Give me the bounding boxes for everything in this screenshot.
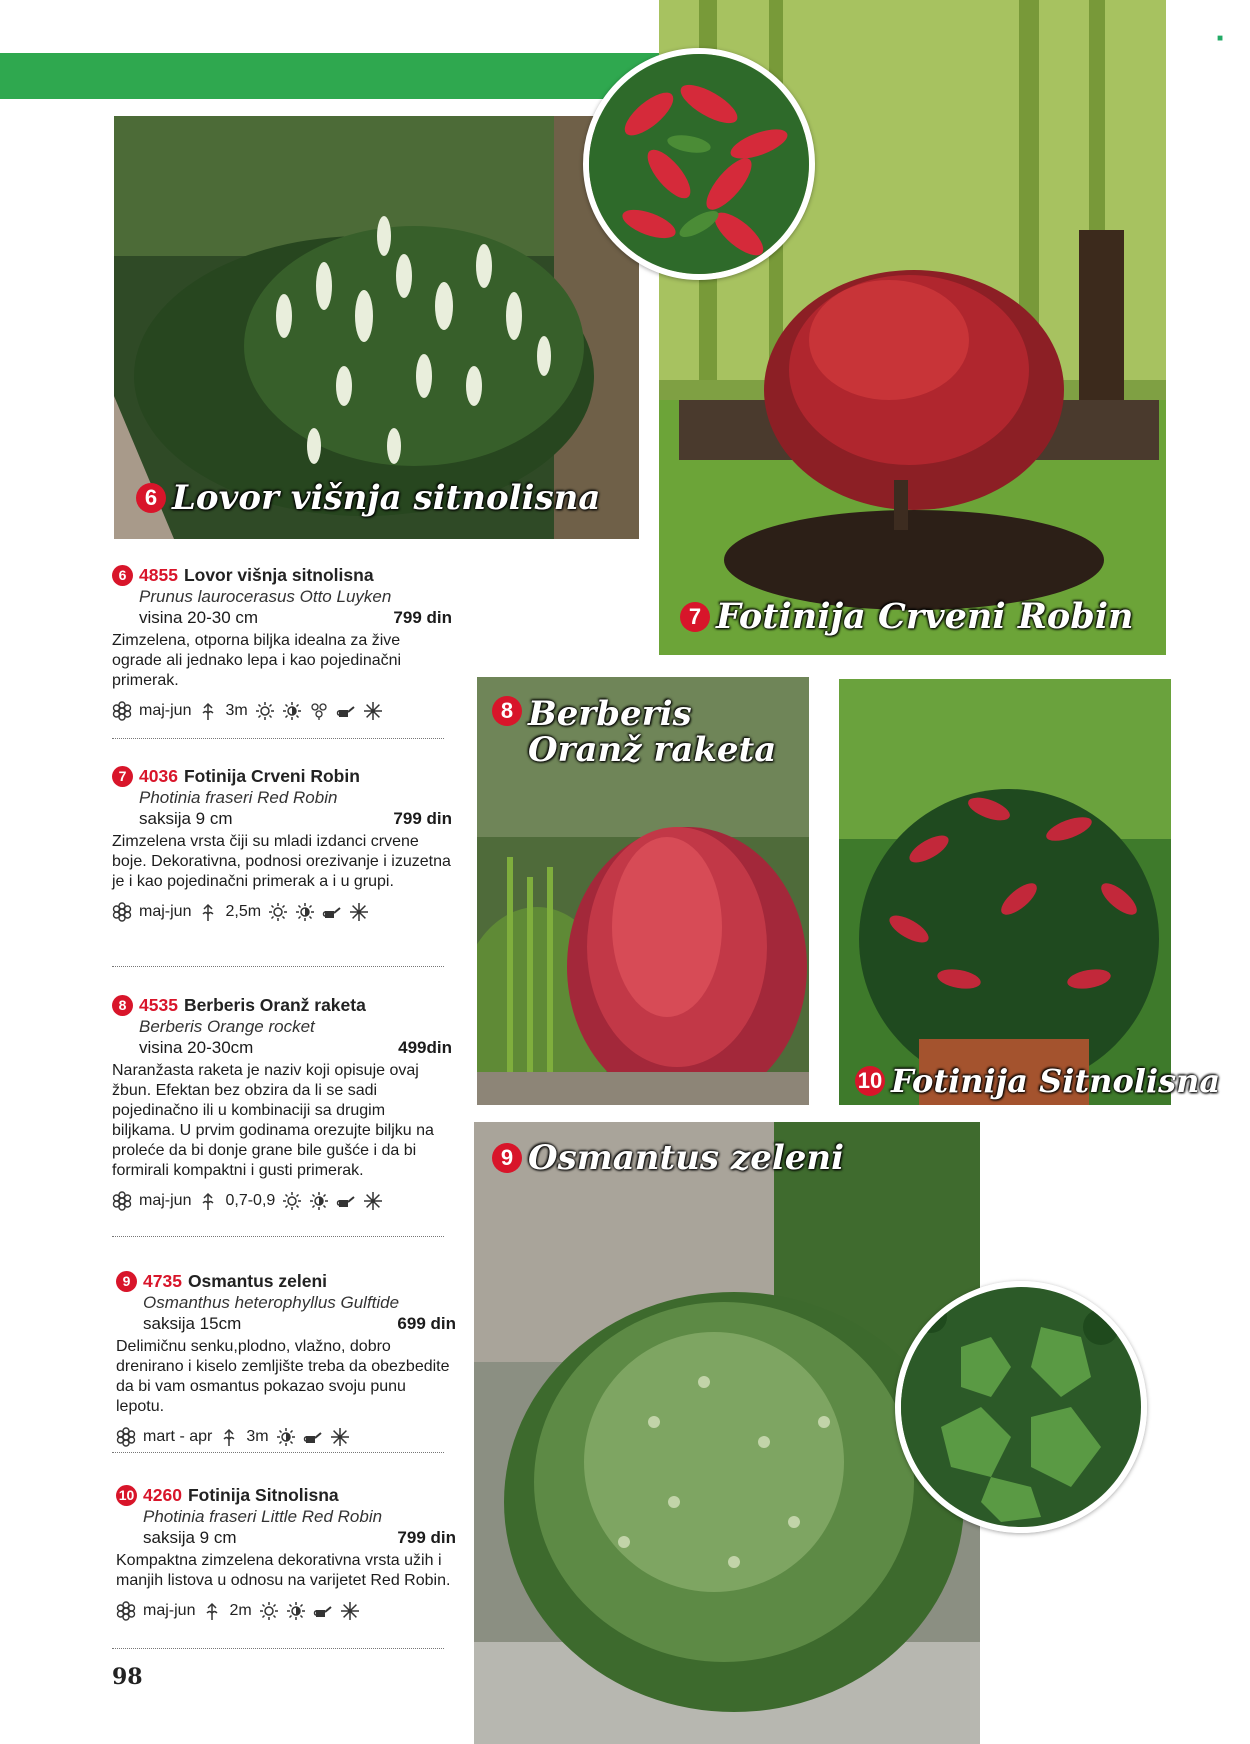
- full-sun-icon: [282, 1191, 302, 1211]
- product-description: Zimzelena, otporna biljka idealna za žive ograde ali jednako lepa i kao pojedinačni primerak.: [112, 632, 402, 689]
- product-latin-name: Photinia fraseri Little Red Robin: [143, 1507, 383, 1526]
- product-care-icons: [112, 701, 452, 721]
- product-description: Delimičnu senku,plodno, vlažno, dobro drenirano i kiselo zemljište treba da obezbedite da bi vam osmantus pokazao svoju punu lepotu.: [116, 1338, 450, 1415]
- product-latin-name: Prunus laurocerasus Otto Luyken: [139, 587, 392, 606]
- product-latin-name: Berberis Orange rocket: [139, 1017, 315, 1036]
- half-shade-icon: [295, 902, 315, 922]
- height-icon: [198, 1191, 218, 1211]
- full-sun-icon: [255, 701, 275, 721]
- product-latin-name: Osmanthus heterophyllus Gulftide: [143, 1293, 400, 1312]
- product-title-row: [112, 765, 452, 787]
- product-title-row: [112, 994, 452, 1016]
- bloom-period: maj-jun: [143, 1602, 196, 1619]
- product-size-price-row: [139, 607, 452, 628]
- product-number-badge: 6: [112, 565, 133, 586]
- caption-number-badge: 6: [136, 483, 166, 513]
- photo-lovor-visnja: [114, 116, 639, 539]
- product-size: saksija 9 cm: [139, 809, 233, 828]
- caption-text: Osmantus zeleni: [528, 1138, 845, 1178]
- product-name: Osmantus zeleni: [187, 1271, 328, 1291]
- header-green-band: [0, 53, 660, 99]
- half-shade-icon: [286, 1601, 306, 1621]
- circle-photo-osmanthus-leaves: [895, 1281, 1147, 1533]
- flower-icon: [112, 902, 132, 922]
- bloom-period: mart - apr: [143, 1428, 213, 1445]
- product-price: 799 din: [397, 1528, 456, 1547]
- caption-6: [136, 478, 600, 518]
- height-icon: [202, 1601, 222, 1621]
- caption-number-badge: 8: [492, 696, 522, 726]
- watering-can-icon: [313, 1601, 333, 1621]
- product-price: 799 din: [393, 608, 452, 627]
- height-icon: [198, 902, 218, 922]
- product-description: Kompaktna zimzelena dekorativna vrsta užih i manjih listova u odnosu na varijetet Red Robin.: [116, 1552, 451, 1589]
- logo-mark-icon: ■: [1217, 33, 1224, 44]
- height-icon: [219, 1427, 239, 1447]
- caption-number-badge: 7: [680, 602, 710, 632]
- page-number: 98: [112, 1664, 143, 1690]
- half-shade-icon: [309, 1191, 329, 1211]
- product-code: 4535: [139, 995, 178, 1015]
- caption-7: [680, 596, 1134, 637]
- plant-height: 2m: [229, 1602, 252, 1619]
- product-size-price-row: [143, 1313, 456, 1334]
- flower-icon: [112, 1191, 132, 1211]
- product-item-4735: [116, 1270, 456, 1447]
- flower-icon: [116, 1601, 136, 1621]
- product-title-row: [116, 1270, 456, 1292]
- product-separator: [112, 966, 444, 967]
- frost-hardy-icon: [349, 902, 369, 922]
- flower-icon: [112, 701, 132, 721]
- product-name: Fotinija Sitnolisna: [187, 1485, 339, 1505]
- caption-text: Lovor višnja sitnolisna: [172, 478, 601, 518]
- plant-height: 3m: [246, 1428, 269, 1445]
- product-price: 699 din: [397, 1314, 456, 1333]
- half-shade-icon: [282, 701, 302, 721]
- product-description: Naranžasta raketa je naziv koji opisuje ovaj žbun. Efektan bez obzira da li se sadi pojedinačno ili u kombinaciji sa drugim biljkama. U prvim godinama orezujte biljku na proleće da bi donje grane bile gušće i da bi formirali kompaktni i gusti primerak.: [112, 1062, 434, 1179]
- watering-can-icon: [303, 1427, 323, 1447]
- full-sun-icon: [268, 902, 288, 922]
- product-care-icons: [112, 1191, 452, 1211]
- product-size: visina 20-30cm: [139, 1038, 254, 1057]
- watering-can-icon: [322, 902, 342, 922]
- product-size-price-row: [139, 1037, 452, 1058]
- caption-number-badge: 9: [492, 1143, 522, 1173]
- frost-hardy-icon: [340, 1601, 360, 1621]
- height-icon: [198, 701, 218, 721]
- product-code: 4735: [143, 1271, 182, 1291]
- full-sun-icon: [259, 1601, 279, 1621]
- product-number-badge: 9: [116, 1271, 137, 1292]
- product-price: 799 din: [393, 809, 452, 828]
- product-size: saksija 9 cm: [143, 1528, 237, 1547]
- product-care-icons: [116, 1601, 456, 1621]
- product-size: saksija 15cm: [143, 1314, 242, 1333]
- product-size-price-row: [143, 1527, 456, 1548]
- plant-height: 3m: [225, 702, 248, 719]
- product-code: 4036: [139, 766, 178, 786]
- plant-height: 0,7-0,9: [225, 1192, 276, 1209]
- product-care-icons: [116, 1427, 456, 1447]
- product-care-icons: [112, 902, 452, 922]
- caption-number-badge: 10: [855, 1066, 885, 1096]
- product-item-4036: [112, 765, 452, 922]
- product-size-price-row: [139, 808, 452, 829]
- product-code: 4260: [143, 1485, 182, 1505]
- frost-hardy-icon: [363, 1191, 383, 1211]
- product-code: 4855: [139, 565, 178, 585]
- product-separator: [112, 1648, 444, 1649]
- product-number-badge: 10: [116, 1485, 137, 1506]
- caption-8: [492, 696, 778, 768]
- product-number-badge: 7: [112, 766, 133, 787]
- product-separator: [112, 1452, 444, 1453]
- bloom-period: maj-jun: [139, 702, 192, 719]
- flower-icon: [116, 1427, 136, 1447]
- caption-10: [855, 1062, 1220, 1100]
- plant-height: 2,5m: [225, 903, 262, 920]
- product-item-4260: [116, 1484, 456, 1621]
- product-latin-name: Photinia fraseri Red Robin: [139, 788, 338, 807]
- bloom-period: maj-jun: [139, 1192, 192, 1209]
- photo-fotinija-sitnolisna: [839, 679, 1171, 1105]
- product-size: visina 20-30 cm: [139, 608, 259, 627]
- product-price: 499din: [398, 1038, 452, 1057]
- product-number-badge: 8: [112, 995, 133, 1016]
- product-name: Lovor višnja sitnolisna: [183, 565, 374, 585]
- circle-photo-red-leaves: [583, 48, 815, 280]
- frost-hardy-icon: [363, 701, 383, 721]
- caption-text: Fotinija Sitnolisna: [891, 1062, 1221, 1100]
- caption-text: Berberis Oranž raketa: [528, 694, 777, 770]
- caption-9: [492, 1138, 844, 1178]
- caption-text: Fotinija Crveni Robin: [716, 596, 1134, 637]
- product-title-row: [112, 564, 452, 586]
- frost-hardy-icon: [330, 1427, 350, 1447]
- product-title-row: [116, 1484, 456, 1506]
- product-separator: [112, 738, 444, 739]
- product-separator: [112, 1236, 444, 1237]
- product-name: Fotinija Crveni Robin: [183, 766, 360, 786]
- bloom-period: maj-jun: [139, 903, 192, 920]
- product-item-4855: [112, 564, 452, 721]
- half-shade-icon: [276, 1427, 296, 1447]
- watering-can-icon: [336, 1191, 356, 1211]
- watering-can-icon: [336, 701, 356, 721]
- product-item-4535: [112, 994, 452, 1211]
- product-name: Berberis Oranž raketa: [183, 995, 366, 1015]
- product-description: Zimzelena vrsta čiji su mladi izdanci crvene boje. Dekorativna, podnosi orezivanje i izuzetna je i kao pojedinačni primerak a i u grupi.: [112, 833, 451, 890]
- bloom-cluster-icon: [309, 701, 329, 721]
